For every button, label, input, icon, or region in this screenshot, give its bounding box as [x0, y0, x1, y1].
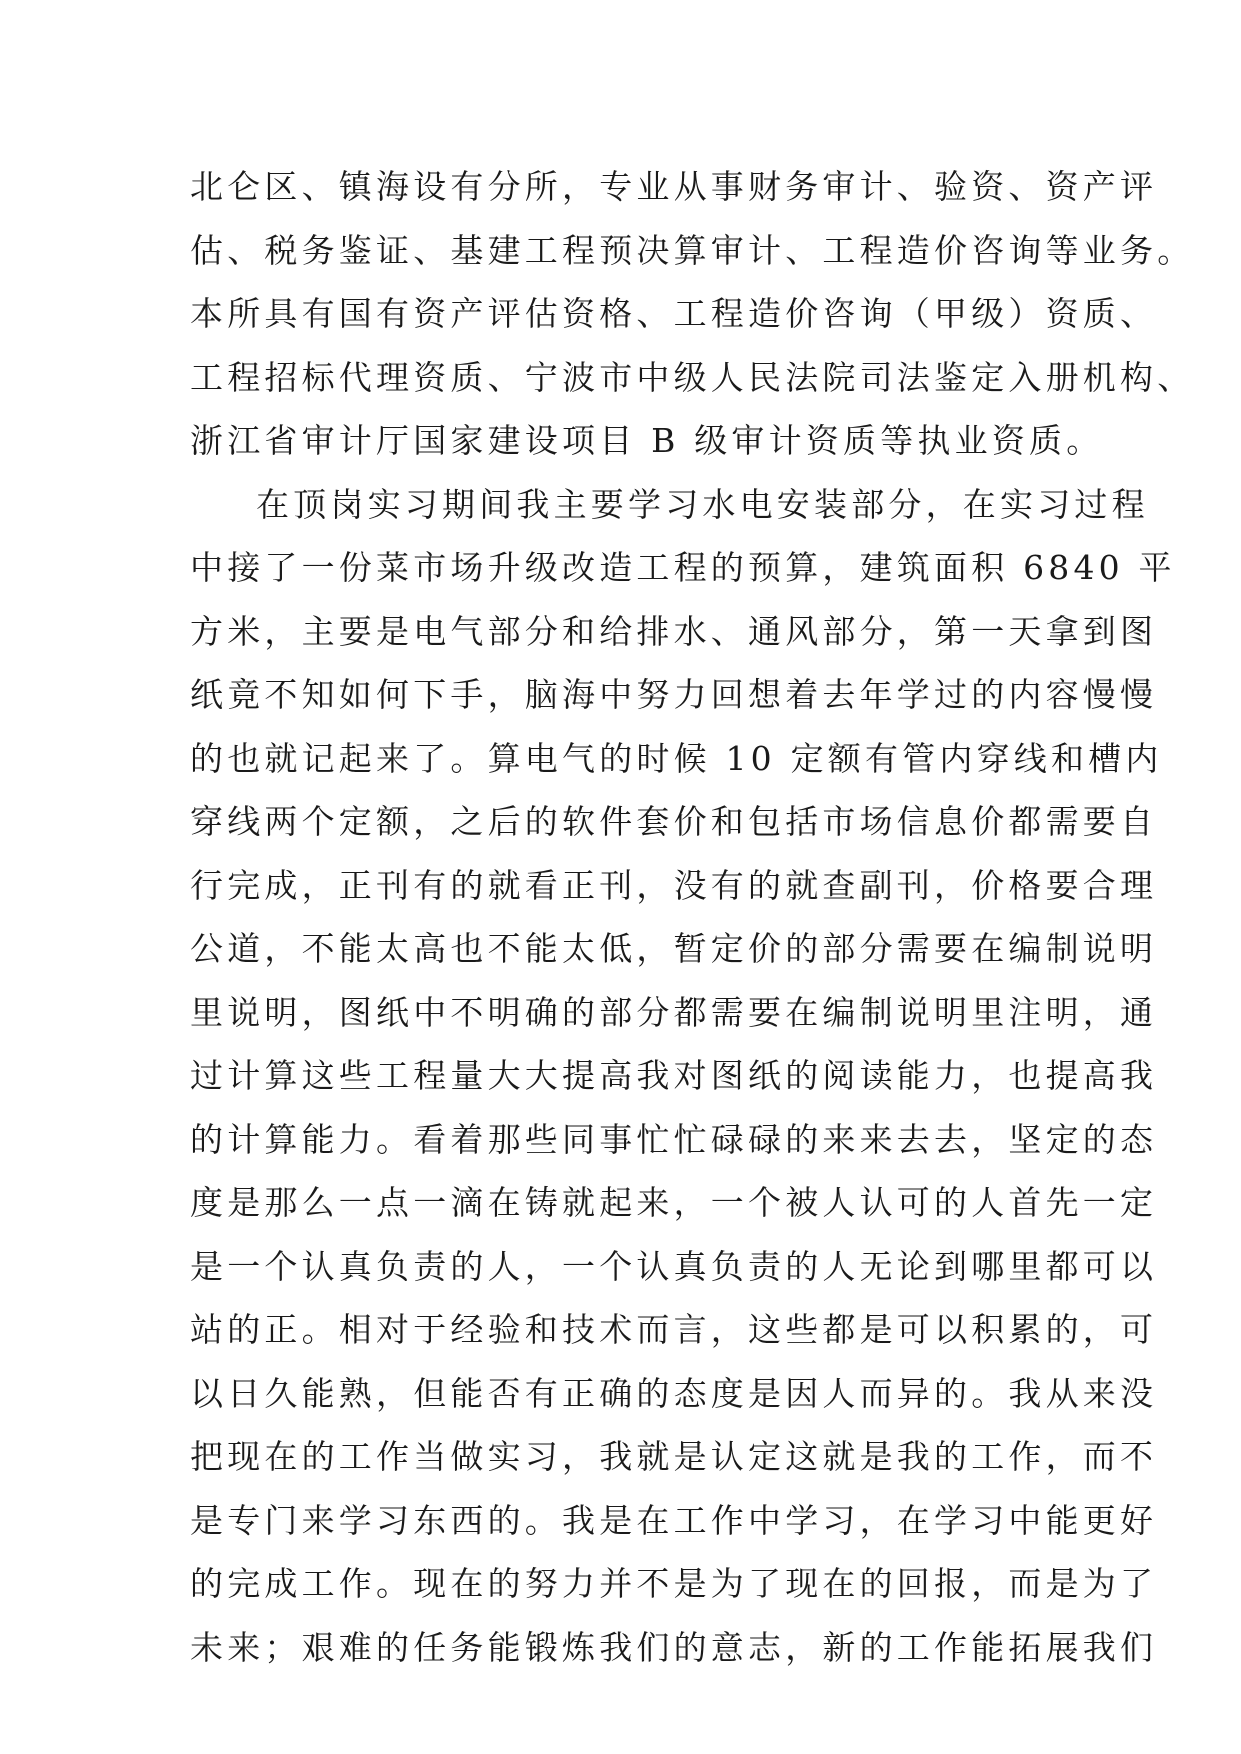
text-line: 方米，主要是电气部分和给排水、通风部分，第一天拿到图 [190, 611, 1158, 651]
text-line: 估、税务鉴证、基建工程预决算审计、工程造价咨询等业务。 [190, 230, 1195, 270]
text-line: 过计算这些工程量大大提高我对图纸的阅读能力，也提高我 [190, 1056, 1158, 1095]
text-line: 公道，不能太高也不能太低，暂定价的部分需要在编制说明 [190, 929, 1158, 968]
paragraph-first-line: 在顶岗实习期间我主要学习水电安装部分，在实习过程 [256, 484, 1149, 524]
text-line: 的完成工作。现在的努力并不是为了现在的回报，而是为了 [190, 1564, 1158, 1603]
text-line: 把现在的工作当做实习，我就是认定这就是我的工作，而不 [190, 1437, 1158, 1476]
text-line: 工程招标代理资质、宁波市中级人民法院司法鉴定入册机构、 [190, 357, 1195, 397]
text-line: 的也就记起来了。算电气的时候 10 定额有管内穿线和槽内 [190, 738, 1163, 778]
text-line: 穿线两个定额，之后的软件套价和包括市场信息价都需要自 [190, 802, 1158, 841]
text-line: 中接了一份菜市场升级改造工程的预算，建筑面积 6840 平 [190, 548, 1176, 587]
text-line: 纸竟不知如何下手，脑海中努力回想着去年学过的内容慢慢 [190, 675, 1158, 714]
text-line: 度是那么一点一滴在铸就起来，一个被人认可的人首先一定 [190, 1183, 1158, 1222]
text-line: 里说明，图纸中不明确的部分都需要在编制说明里注明，通 [190, 992, 1158, 1032]
text-line: 浙江省审计厅国家建设项目 B 级审计资质等执业资质。 [190, 421, 1104, 460]
text-line: 以日久能熟，但能否有正确的态度是因人而异的。我从来没 [190, 1373, 1158, 1413]
text-line: 的计算能力。看着那些同事忙忙碌碌的来来去去，坚定的态 [190, 1119, 1158, 1159]
text-line: 行完成，正刊有的就看正刊，没有的就查副刊，价格要合理 [190, 865, 1158, 905]
text-line: 是一个认真负责的人，一个认真负责的人无论到哪里都可以 [190, 1246, 1158, 1286]
text-line: 站的正。相对于经验和技术而言，这些都是可以积累的，可 [190, 1310, 1158, 1349]
text-line: 未来；艰难的任务能锻炼我们的意志，新的工作能拓展我们 [190, 1627, 1158, 1667]
body-text [190, 155, 1195, 1679]
text-line: 是专门来学习东西的。我是在工作中学习，在学习中能更好 [190, 1500, 1158, 1540]
text-line: 本所具有国有资产评估资格、工程造价咨询（甲级）资质、 [190, 294, 1158, 333]
text-line: 北仑区、镇海设有分所，专业从事财务审计、验资、资产评 [190, 167, 1158, 206]
